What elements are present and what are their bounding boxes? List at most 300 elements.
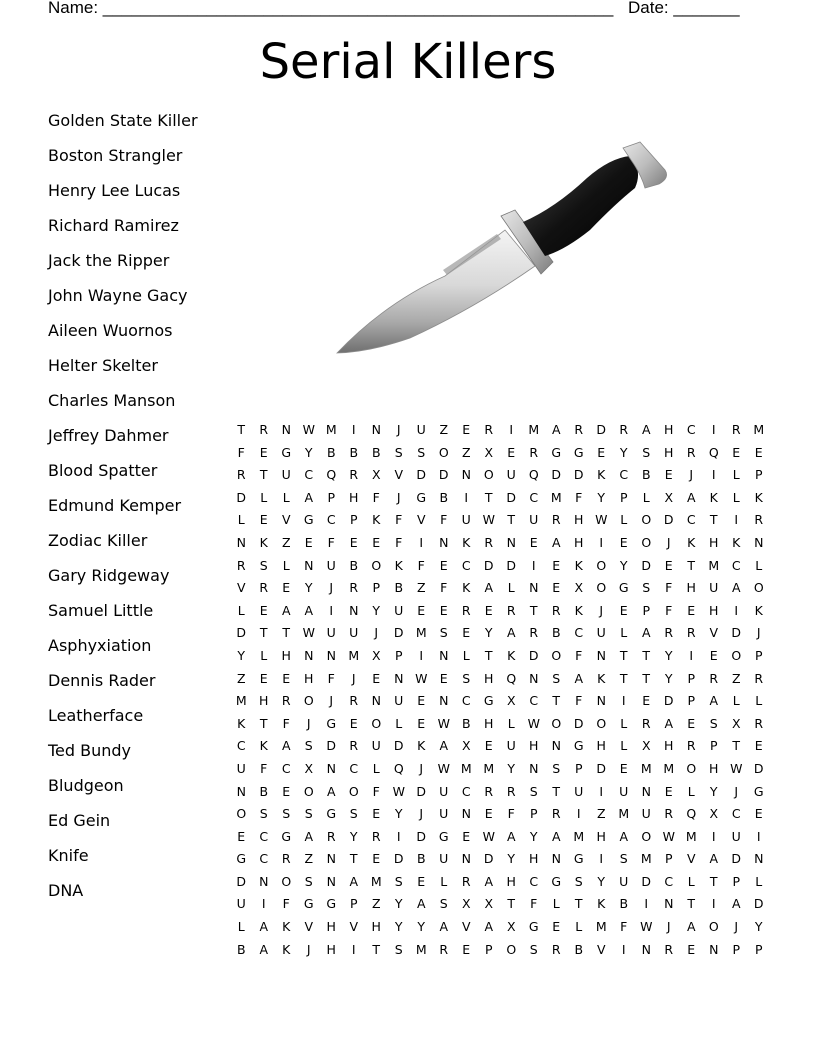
grid-letter: N — [506, 534, 516, 550]
grid-letter: T — [529, 602, 538, 618]
grid-letter: S — [259, 557, 268, 573]
grid-letter: G — [281, 828, 292, 844]
grid-letter: W — [415, 670, 428, 686]
word-list-item: Samuel Little — [48, 601, 154, 620]
grid-letter: J — [396, 489, 401, 505]
grid-letter: U — [281, 467, 291, 483]
grid-letter: H — [664, 738, 674, 754]
grid-letter: I — [576, 806, 581, 822]
grid-letter: I — [531, 557, 536, 573]
grid-letter: F — [260, 760, 268, 776]
grid-letter: A — [304, 828, 314, 844]
grid-letter: F — [395, 512, 403, 528]
grid-letter: E — [597, 444, 606, 460]
grid-letter: S — [439, 625, 448, 641]
grid-letter: A — [506, 828, 516, 844]
grid-letter: R — [731, 422, 741, 437]
grid-letter: U — [236, 896, 246, 912]
grid-letter: C — [236, 738, 246, 754]
grid-letter: L — [440, 873, 448, 889]
grid-letter: N — [259, 873, 269, 889]
grid-letter: B — [236, 941, 246, 957]
grid-letter: M — [685, 828, 697, 844]
grid-letter: G — [326, 806, 337, 822]
date-field: Date: _______ — [628, 0, 740, 17]
grid-letter: H — [596, 828, 606, 844]
grid-letter: J — [329, 580, 334, 596]
grid-letter: A — [731, 896, 741, 912]
word-list-item: Knife — [48, 846, 89, 865]
grid-letter: R — [619, 422, 629, 437]
grid-letter: U — [529, 512, 539, 528]
grid-letter: A — [641, 422, 651, 437]
grid-letter: T — [507, 896, 516, 912]
grid-letter: O — [303, 693, 314, 709]
grid-letter: N — [461, 806, 471, 822]
grid-letter: W — [482, 512, 495, 528]
grid-letter: D — [753, 896, 764, 912]
grid-letter: G — [416, 489, 427, 505]
grid-letter: I — [621, 941, 626, 957]
grid-letter: L — [755, 557, 763, 573]
grid-letter: T — [619, 670, 628, 686]
grid-letter: A — [259, 919, 269, 935]
grid-letter: N — [439, 534, 449, 550]
grid-letter: Y — [237, 647, 246, 663]
grid-letter: I — [509, 422, 514, 437]
grid-letter: U — [349, 625, 359, 641]
grid-letter: M — [235, 693, 247, 709]
grid-letter: U — [506, 467, 516, 483]
grid-letter: B — [551, 625, 561, 641]
grid-letter: P — [754, 941, 763, 957]
grid-letter: U — [461, 512, 471, 528]
grid-letter: W — [392, 783, 405, 799]
grid-letter: T — [484, 489, 493, 505]
grid-letter: P — [619, 489, 628, 505]
grid-letter: V — [461, 919, 471, 935]
grid-letter: X — [461, 896, 471, 912]
grid-letter: S — [529, 783, 538, 799]
grid-letter: Q — [393, 760, 404, 776]
grid-letter: O — [438, 444, 449, 460]
grid-letter: E — [462, 828, 471, 844]
grid-letter: I — [621, 693, 626, 709]
grid-letter: F — [440, 580, 448, 596]
word-list-item: Ed Gein — [48, 811, 111, 830]
grid-letter: J — [374, 625, 379, 641]
grid-letter: I — [711, 422, 716, 437]
grid-letter: E — [687, 602, 696, 618]
grid-letter: N — [551, 851, 561, 867]
grid-letter: S — [394, 444, 403, 460]
grid-letter: H — [664, 422, 674, 437]
grid-letter: V — [281, 512, 291, 528]
grid-letter: D — [393, 738, 404, 754]
grid-letter: L — [732, 693, 740, 709]
grid-letter: N — [326, 760, 336, 776]
grid-letter: L — [642, 489, 650, 505]
grid-letter: P — [529, 806, 538, 822]
grid-letter: R — [664, 625, 674, 641]
grid-letter: Y — [484, 625, 493, 641]
grid-letter: D — [551, 467, 562, 483]
grid-letter: A — [326, 783, 336, 799]
grid-letter: L — [237, 512, 245, 528]
grid-letter: I — [261, 896, 266, 912]
grid-letter: L — [282, 557, 290, 573]
grid-letter: P — [754, 647, 763, 663]
grid-letter: H — [349, 489, 359, 505]
grid-letter: L — [260, 489, 268, 505]
grid-letter: U — [574, 783, 584, 799]
grid-letter: G — [551, 444, 562, 460]
grid-letter: G — [236, 851, 247, 867]
grid-letter: M — [663, 760, 675, 776]
grid-letter: Y — [664, 647, 673, 663]
grid-letter: J — [756, 625, 761, 641]
grid-letter: A — [439, 738, 449, 754]
grid-letter: N — [641, 783, 651, 799]
grid-letter: Y — [349, 828, 358, 844]
grid-letter: O — [303, 783, 314, 799]
grid-letter: K — [237, 715, 246, 731]
grid-letter: D — [506, 557, 517, 573]
grid-letter: T — [709, 512, 718, 528]
grid-row — [230, 555, 770, 578]
grid-letter: D — [528, 647, 539, 663]
grid-letter: T — [687, 896, 696, 912]
grid-letter: U — [326, 625, 336, 641]
grid-letter: E — [259, 444, 268, 460]
grid-letter: R — [529, 625, 539, 641]
grid-letter: J — [689, 467, 694, 483]
grid-letter: N — [461, 851, 471, 867]
grid-letter: E — [282, 670, 291, 686]
grid-letter: Y — [597, 873, 606, 889]
grid-row — [230, 600, 770, 623]
grid-row — [230, 442, 770, 465]
grid-letter: O — [596, 557, 607, 573]
grid-letter: L — [462, 647, 470, 663]
grid-letter: L — [687, 873, 695, 889]
grid-letter: Y — [529, 828, 538, 844]
grid-letter: H — [304, 670, 314, 686]
grid-letter: G — [483, 693, 494, 709]
grid-letter: L — [620, 512, 628, 528]
grid-letter: T — [259, 625, 268, 641]
word-list-item: Aileen Wuornos — [48, 321, 173, 340]
grid-letter: R — [349, 580, 359, 596]
grid-letter: Y — [754, 919, 763, 935]
grid-letter: A — [686, 919, 696, 935]
word-list-item: Dennis Rader — [48, 671, 156, 690]
grid-letter: K — [754, 602, 763, 618]
grid-letter: D — [596, 422, 607, 437]
grid-letter: I — [734, 602, 739, 618]
grid-letter: Y — [709, 783, 718, 799]
grid-letter: X — [371, 647, 381, 663]
grid-letter: K — [417, 738, 426, 754]
grid-letter: T — [507, 512, 516, 528]
grid-letter: D — [393, 625, 404, 641]
grid-letter: M — [573, 828, 585, 844]
grid-letter: Z — [439, 422, 449, 437]
grid-letter: L — [732, 489, 740, 505]
grid-letter: I — [464, 489, 469, 505]
grid-letter: S — [552, 760, 561, 776]
grid-letter: H — [574, 512, 584, 528]
grid-letter: H — [574, 534, 584, 550]
grid-letter: E — [304, 534, 313, 550]
grid-letter: A — [259, 941, 269, 957]
grid-letter: H — [709, 534, 719, 550]
grid-letter: N — [236, 783, 246, 799]
grid-letter: F — [575, 647, 583, 663]
grid-letter: A — [619, 828, 629, 844]
grid-letter: Q — [708, 444, 719, 460]
grid-letter: U — [439, 806, 449, 822]
grid-letter: M — [370, 873, 382, 889]
grid-letter: D — [596, 760, 607, 776]
grid-letter: N — [529, 580, 539, 596]
grid-letter: A — [641, 625, 651, 641]
grid-letter: L — [372, 760, 380, 776]
grid-letter: T — [372, 941, 381, 957]
grid-letter: E — [462, 941, 471, 957]
grid-letter: Q — [506, 670, 517, 686]
grid-row — [230, 577, 770, 600]
grid-letter: U — [394, 602, 404, 618]
grid-letter: P — [642, 602, 651, 618]
grid-letter: W — [730, 760, 743, 776]
grid-letter: R — [439, 941, 449, 957]
grid-letter: C — [259, 828, 269, 844]
grid-letter: W — [527, 715, 540, 731]
grid-letter: E — [754, 444, 763, 460]
grid-letter: V — [709, 625, 719, 641]
grid-letter: T — [687, 557, 696, 573]
grid-letter: R — [686, 444, 696, 460]
grid-row — [230, 532, 770, 555]
grid-letter: R — [236, 467, 246, 483]
grid-row — [230, 848, 770, 871]
grid-letter: X — [506, 693, 516, 709]
grid-letter: E — [664, 557, 673, 573]
grid-letter: R — [281, 693, 291, 709]
grid-letter: N — [371, 422, 381, 437]
grid-letter: H — [529, 851, 539, 867]
word-list-item: Charles Manson — [48, 391, 176, 410]
grid-letter: C — [686, 422, 696, 437]
grid-letter: N — [394, 670, 404, 686]
grid-letter: U — [596, 625, 606, 641]
grid-letter: D — [393, 851, 404, 867]
grid-letter: A — [484, 919, 494, 935]
grid-letter: H — [326, 919, 336, 935]
grid-letter: R — [506, 602, 516, 618]
grid-letter: M — [640, 851, 652, 867]
grid-letter: E — [552, 580, 561, 596]
grid-letter: C — [304, 467, 314, 483]
grid-letter: Y — [417, 919, 426, 935]
grid-letter: D — [573, 467, 584, 483]
grid-letter: Z — [304, 851, 314, 867]
grid-letter: B — [326, 444, 336, 460]
knife-icon — [325, 138, 675, 363]
grid-letter: G — [618, 580, 629, 596]
grid-letter: R — [551, 602, 561, 618]
grid-letter: E — [439, 602, 448, 618]
grid-letter: E — [462, 422, 471, 437]
grid-letter: S — [304, 738, 313, 754]
grid-letter: B — [349, 444, 359, 460]
grid-letter: N — [439, 693, 449, 709]
word-list-item: Ted Bundy — [48, 741, 132, 760]
grid-letter: Q — [528, 467, 539, 483]
grid-letter: K — [574, 557, 583, 573]
grid-letter: V — [686, 851, 696, 867]
grid-letter: W — [437, 760, 450, 776]
grid-letter: I — [689, 647, 694, 663]
grid-letter: G — [573, 444, 584, 460]
grid-letter: X — [461, 738, 471, 754]
grid-letter: U — [709, 580, 719, 596]
grid-letter: A — [664, 715, 674, 731]
grid-letter: R — [484, 783, 494, 799]
grid-letter: G — [303, 896, 314, 912]
grid-letter: R — [281, 851, 291, 867]
grid-letter: D — [236, 625, 247, 641]
grid-letter: E — [372, 534, 381, 550]
grid-letter: U — [236, 760, 246, 776]
grid-letter: K — [282, 941, 291, 957]
grid-letter: Y — [304, 580, 313, 596]
grid-letter: F — [327, 534, 335, 550]
grid-letter: L — [237, 919, 245, 935]
grid-letter: S — [282, 806, 291, 822]
grid-letter: O — [236, 806, 247, 822]
grid-letter: K — [597, 670, 606, 686]
grid-letter: A — [731, 580, 741, 596]
grid-letter: A — [551, 422, 561, 437]
grid-letter: R — [371, 828, 381, 844]
grid-letter: U — [439, 851, 449, 867]
grid-letter: H — [484, 715, 494, 731]
grid-letter: N — [349, 602, 359, 618]
grid-letter: O — [596, 715, 607, 731]
grid-letter: P — [664, 851, 673, 867]
grid-letter: M — [415, 941, 427, 957]
grid-row — [230, 487, 770, 510]
grid-letter: O — [596, 580, 607, 596]
name-field: Name: ______________________________________________________ — [48, 0, 614, 17]
grid-letter: Z — [731, 670, 741, 686]
grid-letter: Y — [664, 670, 673, 686]
grid-row — [230, 622, 770, 645]
word-list-item: Richard Ramirez — [48, 216, 179, 235]
word-list-item: Blood Spatter — [48, 461, 158, 480]
grid-letter: P — [327, 489, 336, 505]
grid-letter: D — [731, 851, 742, 867]
grid-letter: R — [754, 670, 764, 686]
grid-letter: R — [484, 422, 494, 437]
grid-letter: N — [326, 873, 336, 889]
grid-letter: P — [349, 896, 358, 912]
grid-letter: S — [394, 941, 403, 957]
grid-letter: N — [664, 896, 674, 912]
word-list-item: Gary Ridgeway — [48, 566, 170, 585]
grid-letter: N — [236, 534, 246, 550]
grid-letter: O — [483, 467, 494, 483]
grid-row — [230, 826, 770, 849]
grid-letter: F — [372, 489, 380, 505]
grid-letter: Y — [619, 557, 628, 573]
grid-letter: X — [664, 489, 674, 505]
grid-letter: E — [259, 670, 268, 686]
grid-letter: B — [641, 467, 651, 483]
grid-letter: D — [416, 828, 427, 844]
grid-letter: E — [619, 602, 628, 618]
grid-letter: B — [259, 783, 269, 799]
grid-letter: R — [349, 467, 359, 483]
grid-letter: Y — [372, 602, 381, 618]
grid-letter: R — [529, 444, 539, 460]
grid-letter: P — [394, 647, 403, 663]
grid-letter: W — [595, 512, 608, 528]
grid-letter: C — [686, 512, 696, 528]
grid-letter: L — [552, 896, 560, 912]
grid-letter: V — [416, 512, 426, 528]
grid-letter: T — [574, 896, 583, 912]
grid-letter: F — [417, 557, 425, 573]
grid-letter: R — [686, 625, 696, 641]
grid-letter: I — [756, 828, 761, 844]
grid-letter: E — [687, 941, 696, 957]
grid-letter: P — [484, 941, 493, 957]
grid-letter: N — [304, 557, 314, 573]
grid-letter: K — [259, 738, 268, 754]
grid-letter: S — [642, 444, 651, 460]
grid-letter: H — [529, 738, 539, 754]
grid-letter: Z — [596, 806, 606, 822]
grid-letter: Y — [507, 851, 516, 867]
grid-letter: E — [552, 919, 561, 935]
grid-letter: E — [754, 806, 763, 822]
grid-letter: S — [304, 806, 313, 822]
grid-letter: L — [620, 738, 628, 754]
grid-letter: E — [484, 738, 493, 754]
grid-letter: A — [281, 602, 291, 618]
grid-letter: T — [642, 647, 651, 663]
grid-letter: S — [619, 851, 628, 867]
grid-letter: Y — [507, 760, 516, 776]
grid-letter: T — [709, 873, 718, 889]
grid-letter: O — [641, 534, 652, 550]
grid-letter: U — [641, 806, 651, 822]
grid-letter: K — [709, 489, 718, 505]
word-list-item: John Wayne Gacy — [48, 286, 188, 305]
grid-letter: K — [259, 534, 268, 550]
grid-letter: H — [709, 602, 719, 618]
grid-letter: E — [664, 467, 673, 483]
grid-letter: R — [664, 941, 674, 957]
grid-row — [230, 916, 770, 939]
grid-letter: F — [282, 896, 290, 912]
grid-letter: N — [754, 851, 764, 867]
grid-letter: T — [552, 693, 561, 709]
grid-letter: A — [551, 828, 561, 844]
